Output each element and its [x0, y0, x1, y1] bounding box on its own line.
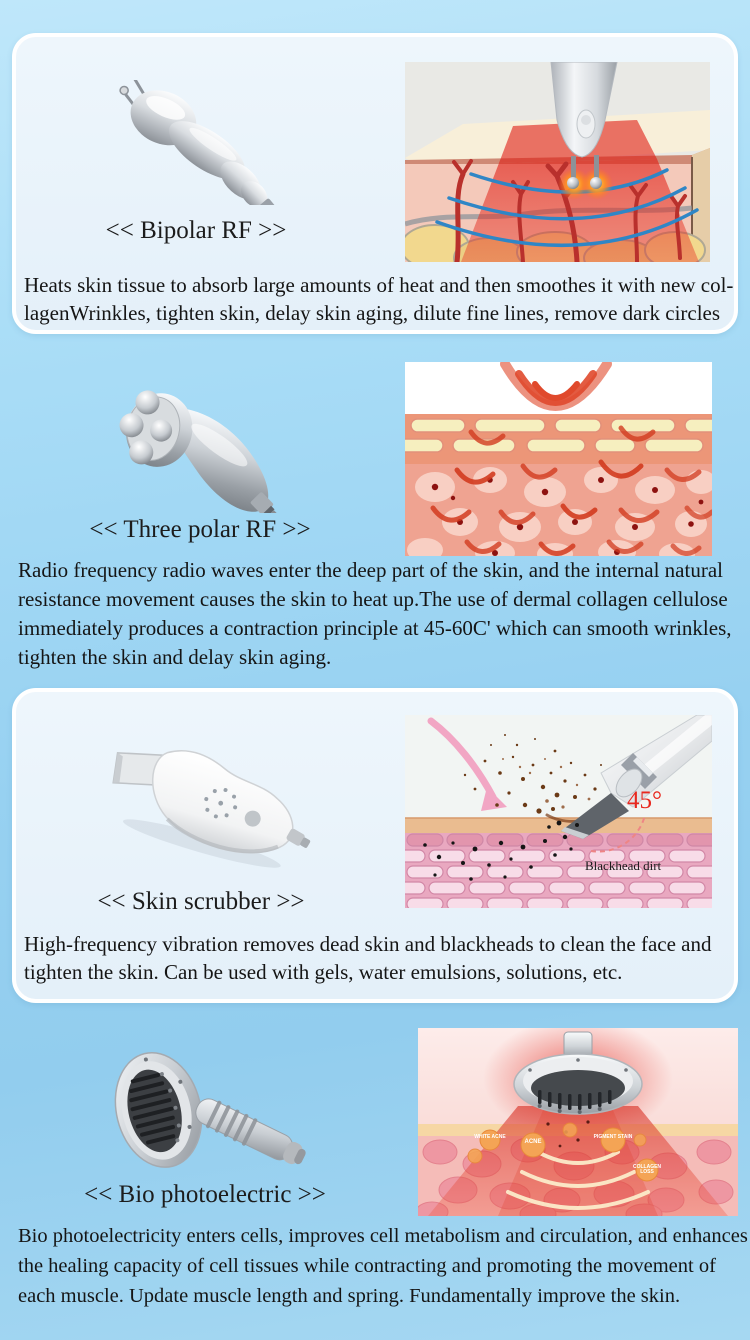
section-three-polar-rf	[0, 340, 750, 688]
description-line: Heats skin tissue to absorb large amounts of heat and then smoothes it with new col-	[24, 273, 734, 297]
description-line: High-frequency vibration removes dead skin and blackheads to clean the face and	[24, 932, 712, 956]
bipolar-rf-handpiece-image	[95, 80, 310, 205]
blackhead-dirt-label: Blackhead dirt	[585, 858, 662, 873]
description-line: Radio frequency radio waves enter the deep part of the skin, and the internal natural	[18, 558, 723, 582]
description-line: the healing capacity of cell tissues while contracting and promoting the movement of	[18, 1255, 716, 1277]
description-line: resistance movement causes the skin to heat up.The use of dermal collagen cellulose	[18, 587, 728, 611]
description-line: Bio photoelectricity enters cells, improves cell metabolism and circulation, and enhances	[18, 1225, 748, 1247]
description-line: lagenWrinkles, tighten skin, delay skin aging, dilute fine lines, remove dark circles	[24, 301, 721, 325]
bipolar-rf-illustration	[405, 62, 710, 262]
caption-bipolar-rf: << Bipolar RF >>	[105, 217, 287, 244]
bio-photoelectric-illustration	[418, 1028, 738, 1216]
bio-photoelectric-handpiece-image	[98, 1038, 308, 1188]
section-skin-scrubber	[12, 688, 738, 1003]
caption-skin-scrubber: << Skin scrubber >>	[97, 888, 305, 915]
description-bipolar-rf	[24, 271, 733, 327]
pigment-stain-label: PIGMENT STAIN	[593, 1134, 633, 1140]
description-skin-scrubber	[24, 930, 711, 986]
angle-45-label: 45°	[627, 787, 662, 814]
section-bipolar-rf	[12, 33, 738, 334]
white-acne-label: WHITE ACNE	[474, 1134, 506, 1140]
description-line: immediately produces a contraction principle at 45-60C' which can smooth wrinkles,	[18, 616, 732, 640]
section-bio-photoelectric	[0, 1003, 750, 1340]
description-line: tighten the skin and delay skin aging.	[18, 645, 332, 669]
three-polar-rf-illustration	[405, 362, 712, 556]
description-line: each muscle. Update muscle length and spring. Fundamentally improve the skin.	[18, 1285, 681, 1307]
description-bio-photoelectric	[18, 1221, 748, 1311]
description-line: tighten the skin. Can be used with gels, water emulsions, solutions, etc.	[24, 960, 623, 984]
skin-scrubber-handpiece-image	[95, 722, 325, 872]
three-polar-rf-handpiece-image	[98, 388, 328, 513]
collagen-loss-label: COLLAGEN LOSS	[632, 1164, 662, 1175]
caption-bio-photoelectric: << Bio photoelectric >>	[84, 1181, 326, 1208]
caption-three-polar-rf: << Three polar RF >>	[89, 516, 311, 543]
skin-scrubber-illustration	[405, 715, 712, 908]
acne-label: ACNE	[524, 1139, 542, 1145]
description-three-polar-rf	[18, 556, 732, 672]
